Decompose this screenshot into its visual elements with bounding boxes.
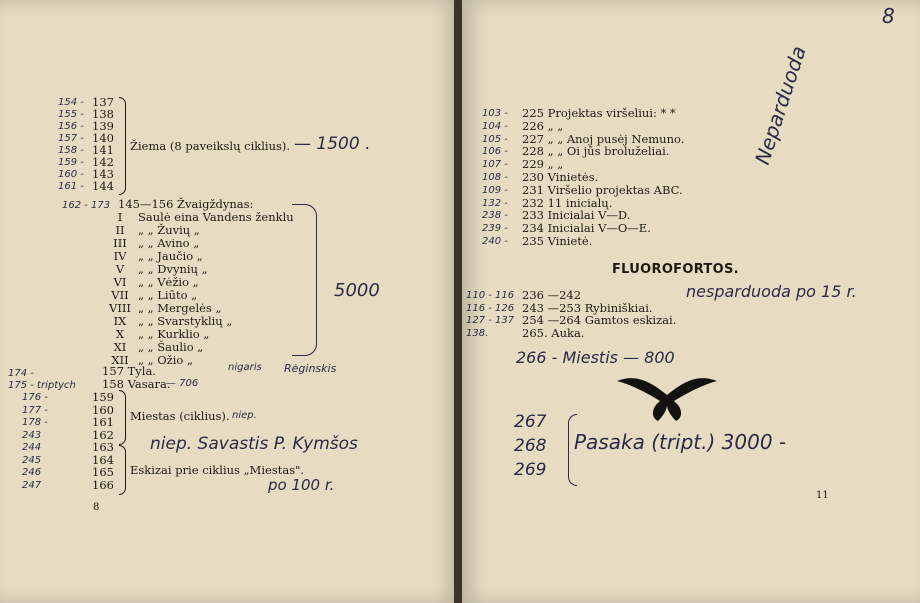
zv-hand-range: 162 - 173 bbox=[62, 200, 111, 211]
hand-266: 266 - Miestis — 800 bbox=[516, 348, 675, 367]
list-item: 234 Inicialai V—O—E. bbox=[522, 221, 651, 236]
list-item: 243 —253 Rybiniškiai. bbox=[522, 300, 653, 315]
zv-item: „ „ Dvynių „ bbox=[138, 262, 208, 276]
list-item-number: 144 bbox=[92, 179, 114, 193]
list-item-hand: 108 - bbox=[482, 172, 508, 183]
list-item: 265. Auka. bbox=[522, 325, 585, 340]
zv-item: „ „ Ožio „ bbox=[138, 353, 193, 367]
list-item-number: 139 bbox=[92, 119, 114, 133]
list-item-hand: 240 - bbox=[482, 236, 508, 247]
fluoro-price: nesparduoda po 15 r. bbox=[686, 282, 857, 301]
zv-item: Saulė eina Vandens ženklu bbox=[138, 210, 294, 224]
list-item-number: 159 bbox=[92, 390, 114, 404]
vasara-line: 158 Vasara. bbox=[102, 377, 171, 391]
pasaka-text: Pasaka (tript.) 3000 - bbox=[574, 430, 787, 454]
zv-roman: IX bbox=[113, 314, 127, 328]
list-item: 233 Inicialai V—D. bbox=[522, 208, 631, 223]
list-item-hand: 159 - bbox=[58, 157, 84, 168]
ziema-price: — 1500 . bbox=[294, 134, 371, 154]
list-item-hand: 160 - bbox=[58, 169, 84, 180]
list-item-number: 165 bbox=[92, 465, 114, 479]
list-item-hand: 247 bbox=[22, 479, 42, 491]
list-item-hand: 157 - bbox=[58, 133, 84, 144]
list-item-hand: 177 - bbox=[22, 404, 48, 416]
pasaka-number: 267 bbox=[514, 412, 547, 432]
zv-item: „ „ Mergelės „ bbox=[138, 301, 222, 315]
list-item-hand: 103 - bbox=[482, 108, 508, 119]
miestas-label: Miestas (ciklius). bbox=[130, 409, 230, 423]
hand-savastis: niep. Savastis P. Kymšos bbox=[150, 434, 358, 454]
list-item-hand: 104 - bbox=[482, 120, 508, 132]
list-item-number: 138 bbox=[92, 107, 114, 121]
hand-regimas: Rėginskis bbox=[284, 362, 337, 375]
list-item-number: 166 bbox=[92, 477, 114, 492]
list-item: 225 Projektas viršeliui: * * bbox=[522, 106, 676, 120]
zv-roman: III bbox=[113, 236, 127, 250]
zv-item: „ „ Žuvių „ bbox=[138, 223, 200, 237]
list-item-hand: 244 bbox=[22, 442, 42, 453]
list-item-hand: 155 - bbox=[58, 109, 84, 120]
ziema-label: Žiema (8 paveikslų ciklius). bbox=[130, 139, 291, 153]
list-item-hand: 106 - bbox=[482, 146, 508, 158]
pasaka-number: 269 bbox=[514, 460, 547, 480]
section-title: FLUOROFORTOS. bbox=[612, 262, 739, 277]
zv-roman: XI bbox=[113, 340, 127, 354]
eskizai-brace bbox=[119, 445, 126, 495]
ziema-brace bbox=[119, 97, 126, 195]
list-item-hand: 138. bbox=[466, 327, 489, 339]
list-item-hand: 107 - bbox=[482, 159, 508, 171]
list-item: 232 11 inicialų. bbox=[522, 195, 613, 210]
list-item-hand: 178 - bbox=[22, 417, 48, 428]
zv-item: „ „ Avino „ bbox=[138, 236, 200, 250]
list-item-hand: 105 - bbox=[482, 133, 508, 145]
list-item-hand: 246 bbox=[22, 467, 42, 478]
hand-po100: po 100 r. bbox=[268, 476, 335, 494]
list-item-hand: 245 bbox=[22, 454, 42, 466]
list-item-number: 164 bbox=[92, 452, 114, 467]
left-page bbox=[0, 0, 458, 603]
list-item-hand: 176 - bbox=[22, 392, 48, 403]
corner-mark: 8 bbox=[882, 4, 895, 28]
zv-item: „ „ Svarstyklių „ bbox=[138, 314, 233, 328]
list-item-number: 141 bbox=[92, 143, 114, 157]
eskizai-label: Eskizai prie ciklius „Miestas". bbox=[130, 463, 305, 477]
list-item-number: 140 bbox=[92, 131, 114, 145]
side-note: Neparduoda bbox=[750, 43, 811, 168]
ornament-icon bbox=[612, 373, 722, 423]
zv-roman: IV bbox=[113, 249, 127, 263]
zv-brace bbox=[292, 204, 317, 356]
list-item-number: 137 bbox=[92, 95, 114, 109]
left-page-number: 8 bbox=[93, 502, 100, 513]
tyla-line: 157 Tyla. bbox=[102, 364, 156, 378]
list-item: 226 „ „ bbox=[522, 118, 564, 133]
list-item: 235 Vinietė. bbox=[522, 234, 593, 248]
zv-roman: VI bbox=[113, 275, 127, 289]
zv-item: „ „ Kurklio „ bbox=[138, 327, 210, 341]
list-item: 227 „ „ Anoj pusėj Nemuno. bbox=[522, 131, 685, 146]
list-item-hand: 154 - bbox=[58, 97, 84, 108]
list-item-number: 162 bbox=[92, 427, 114, 442]
list-item-hand: 239 - bbox=[482, 223, 508, 235]
zv-item: „ „ Liūto „ bbox=[138, 288, 198, 302]
list-item-hand: 238 - bbox=[482, 210, 508, 222]
zv-item: „ „ Vėžio „ bbox=[138, 275, 199, 289]
zv-item: „ „ Jaučio „ bbox=[138, 249, 203, 263]
zv-item: „ „ Šaulio „ bbox=[138, 340, 204, 354]
list-item-hand: 161 - bbox=[58, 181, 84, 192]
zv-roman: VII bbox=[111, 288, 129, 302]
miestas-hand: niep. bbox=[232, 410, 257, 421]
list-item-hand: 243 bbox=[22, 429, 42, 441]
list-item-hand: 110 - 116 bbox=[466, 290, 515, 301]
hand-706: — 706 bbox=[166, 378, 199, 389]
list-item: 229 „ „ bbox=[522, 157, 564, 172]
list-item: 254 —264 Gamtos eskizai. bbox=[522, 313, 677, 327]
hand-174: 174 - bbox=[8, 368, 34, 379]
pasaka-number: 268 bbox=[514, 436, 547, 456]
miestas-brace bbox=[119, 390, 126, 445]
list-item-hand: 116 - 126 bbox=[466, 302, 515, 314]
list-item: 231 Viršelio projektas ABC. bbox=[522, 182, 683, 197]
zv-roman: VIII bbox=[109, 301, 131, 315]
zv-roman: I bbox=[117, 210, 123, 224]
list-item-hand: 109 - bbox=[482, 184, 508, 196]
list-item-hand: 127 - 137 bbox=[466, 315, 515, 326]
list-item-number: 163 bbox=[92, 440, 114, 454]
hand-175: 175 - triptych bbox=[8, 380, 76, 391]
hand-nigaris: nigaris bbox=[228, 362, 262, 373]
zv-price: 5000 bbox=[334, 280, 380, 301]
right-page-number: 11 bbox=[816, 490, 829, 501]
zv-header: 145—156 Žvaigždynas: bbox=[118, 197, 254, 211]
list-item-number: 142 bbox=[92, 155, 114, 169]
list-item: 228 „ „ Oi jūs broluželiai. bbox=[522, 144, 670, 159]
zv-roman: XII bbox=[111, 353, 129, 367]
list-item-hand: 156 - bbox=[58, 121, 84, 132]
list-item: 236 —242 bbox=[522, 288, 582, 302]
list-item-number: 143 bbox=[92, 167, 114, 181]
zv-roman: V bbox=[115, 262, 125, 276]
list-item: 230 Vinietės. bbox=[522, 170, 599, 184]
right-page bbox=[462, 0, 920, 603]
zv-roman: X bbox=[115, 327, 125, 341]
list-item-number: 161 bbox=[92, 415, 114, 429]
list-item-hand: 158 - bbox=[58, 145, 84, 156]
list-item-hand: 132 - bbox=[482, 197, 508, 209]
list-item-number: 160 bbox=[92, 402, 114, 417]
zv-roman: II bbox=[115, 223, 125, 237]
